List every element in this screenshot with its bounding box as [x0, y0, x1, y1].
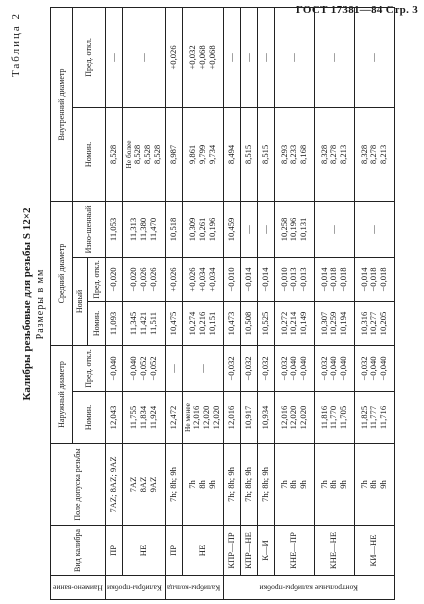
cell-m-nom: 10,274 10,216 10,151	[182, 301, 223, 345]
cell-m-dev: −0,010	[223, 257, 240, 301]
cell-o-dev: —	[165, 345, 182, 391]
cell-o-nom: 10,917	[240, 392, 257, 444]
cell-m-dev: −0,014 −0,018 −0,018	[354, 257, 394, 301]
cell-i-dev: —	[123, 7, 165, 107]
cell-i-nom: 8,328 8,278 8,213	[354, 107, 394, 201]
cell-m-dev: −0,020 −0,026 −0,026	[123, 257, 165, 301]
cell-o-dev: −0,032 −0,040 −0,040	[354, 345, 394, 391]
header-inner-nom: Номин.	[73, 107, 106, 201]
table-row	[123, 7, 165, 599]
cell-kind: КНЕ—ПР	[274, 526, 314, 576]
header-outer-nom: Номин.	[73, 392, 106, 444]
cell-o-nom: 11,825 11,777 11,716	[354, 392, 394, 444]
cell-kind: ПР	[165, 526, 182, 576]
cell-o-nom: 10,934	[257, 392, 274, 444]
cell-i-dev: —	[314, 7, 354, 107]
cell-kind: КПР—ПР	[223, 526, 240, 576]
header-tolerance: Поле допуска резьбы	[51, 444, 106, 526]
note-ne-bolee: Не более	[123, 140, 133, 169]
cell-m-nom: 10,525	[257, 301, 274, 345]
table-row	[223, 7, 240, 599]
cell-kind: КИ—НЕ	[354, 526, 394, 576]
header-middle-dev: Пред. откл.	[87, 257, 105, 301]
cell-tol: 7AZ 8AZ 9AZ	[123, 444, 165, 526]
header-outer: Наружный диаметр	[51, 345, 73, 443]
group-rings: Калибры-кольца	[165, 576, 223, 600]
cell-i-dev: —	[105, 7, 122, 107]
cell-tol: 7h 8h 9h	[274, 444, 314, 526]
cell-m-dev: −0,010 −0,013 −0,013	[274, 257, 314, 301]
cell-m-nom: 11,345 11,421 11,511	[123, 301, 165, 345]
header-middle: Средний диаметр	[51, 201, 73, 345]
cell-i-nom: 8,515	[257, 107, 274, 201]
cell-kind: К—И	[257, 526, 274, 576]
cell-o-dev: —	[182, 345, 223, 391]
cell-tol: 7h; 8h; 9h	[257, 444, 274, 526]
cell-m-worn: —	[314, 201, 354, 257]
cell-m-nom: 10,316 10,277 10,205	[354, 301, 394, 345]
cell-m-nom: 10,475	[165, 301, 182, 345]
cell-kind: НЕ	[182, 526, 223, 576]
cell-m-dev: −0,014	[257, 257, 274, 301]
cell-m-dev: −0,020	[105, 257, 122, 301]
header-naming: Наимено-вание	[51, 576, 106, 600]
cell-m-worn: —	[240, 201, 257, 257]
cell-m-dev: +0,026	[165, 257, 182, 301]
cell-o-nom: Не менее 12,016 12,020 12,020	[182, 392, 223, 444]
group-control: Контрольные калибры-пробки	[223, 576, 394, 600]
header-outer-dev: Пред. откл.	[73, 345, 106, 391]
table-row	[240, 7, 257, 599]
cell-i-nom: 8,494	[223, 107, 240, 201]
cell-m-worn: 11,053	[105, 201, 122, 257]
header-middle-new: Новый	[73, 257, 88, 345]
cell-m-worn: —	[354, 201, 394, 257]
cell-o-dev: −0,040 −0,052 −0,052	[123, 345, 165, 391]
table-row	[274, 7, 314, 599]
page-header: ГОСТ 17381—84 Стр. 3	[295, 4, 418, 16]
cell-i-dev: —	[240, 7, 257, 107]
cell-m-nom: 10,307 10,259 10,194	[314, 301, 354, 345]
header-middle-nom: Номин.	[87, 301, 105, 345]
cell-o-dev: −0,032	[240, 345, 257, 391]
table-row	[314, 7, 354, 599]
header-inner: Внутренний диаметр	[51, 7, 73, 201]
cell-m-worn: 11,313 11,380 11,470	[123, 201, 165, 257]
cell-tol: 7h 8h 9h	[314, 444, 354, 526]
header-inner-dev: Пред. откл.	[73, 7, 106, 107]
cell-m-nom: 11,093	[105, 301, 122, 345]
cell-o-nom: 11,755 11,834 11,924	[123, 392, 165, 444]
cell-o-nom: 12,043	[105, 392, 122, 444]
table-row	[165, 7, 182, 599]
cell-i-dev: —	[223, 7, 240, 107]
cell-m-dev: −0,014	[240, 257, 257, 301]
cell-o-dev: −0,032	[223, 345, 240, 391]
cell-i-dev: —	[274, 7, 314, 107]
cell-i-nom: 8,987	[165, 107, 182, 201]
rotated-page	[10, 8, 400, 600]
table-label: Таблица 2	[10, 12, 22, 78]
cell-m-dev: −0,014 −0,018 −0,018	[314, 257, 354, 301]
cell-tol: 7h; 8h; 9h	[165, 444, 182, 526]
cell-m-worn: 10,258 10,196 10,131	[274, 201, 314, 257]
header-middle-worn: Изно-шенный	[73, 201, 106, 257]
header-kind: Вид калибра	[51, 526, 106, 576]
cell-m-worn: 10,459	[223, 201, 240, 257]
cell-tol: 7h 8h 9h	[354, 444, 394, 526]
cell-tol: 7AZ; 8AZ; 9AZ	[105, 444, 122, 526]
cell-i-dev: —	[354, 7, 394, 107]
table-subtitle: Размеры в мм	[35, 268, 46, 340]
cell-m-worn: 10,518	[165, 201, 182, 257]
table-row	[182, 7, 223, 599]
cell-o-nom: 11,816 11,770 11,705	[314, 392, 354, 444]
cell-kind: КНЕ—НЕ	[314, 526, 354, 576]
cell-m-nom: 10,272 10,214 10,149	[274, 301, 314, 345]
cell-kind: КПР—НЕ	[240, 526, 257, 576]
cell-m-worn: —	[257, 201, 274, 257]
cell-m-nom: 10,473	[223, 301, 240, 345]
cell-i-nom: 8,328 8,278 8,213	[314, 107, 354, 201]
cell-o-dev: −0,032	[257, 345, 274, 391]
group-plugs: Калибры-пробки	[105, 576, 165, 600]
cell-i-dev: +0,026	[165, 7, 182, 107]
cell-o-nom: 12,016	[223, 392, 240, 444]
cell-i-nom: Не более 8,528 8,528 8,528	[123, 107, 165, 201]
note-ne-menee: Не менее	[182, 403, 192, 432]
cell-kind: ПР	[105, 526, 122, 576]
cell-o-nom: 12,016 12,020 12,020	[274, 392, 314, 444]
cell-m-worn: 10,309 10,261 10,196	[182, 201, 223, 257]
cell-tol: 7h; 8h; 9h	[223, 444, 240, 526]
gauge-table	[50, 7, 395, 600]
cell-kind: НЕ	[123, 526, 165, 576]
cell-i-dev: —	[257, 7, 274, 107]
cell-tol: 7h; 8h; 9h	[240, 444, 257, 526]
cell-o-dev: −0,032 −0,040 −0,040	[314, 345, 354, 391]
cell-i-nom: 8,293 8,233 8,168	[274, 107, 314, 201]
cell-i-nom: 9,861 9,799 9,734	[182, 107, 223, 201]
cell-o-dev: −0,040	[105, 345, 122, 391]
table-title: Калибры резьбовые для резьбы S 12×2	[21, 207, 33, 401]
table-row	[354, 7, 394, 599]
cell-i-dev: +0,032 +0,068 +0,068	[182, 7, 223, 107]
cell-o-nom: 12,472	[165, 392, 182, 444]
table-row	[257, 7, 274, 599]
cell-tol: 7h 8h 9h	[182, 444, 223, 526]
cell-i-nom: 8,515	[240, 107, 257, 201]
cell-m-nom: 10,508	[240, 301, 257, 345]
cell-o-dev: −0,032 −0,040 −0,040	[274, 345, 314, 391]
cell-i-nom: 8,528	[105, 107, 122, 201]
table-row	[105, 7, 122, 599]
cell-m-dev: +0,026 +0,034 +0,034	[182, 257, 223, 301]
